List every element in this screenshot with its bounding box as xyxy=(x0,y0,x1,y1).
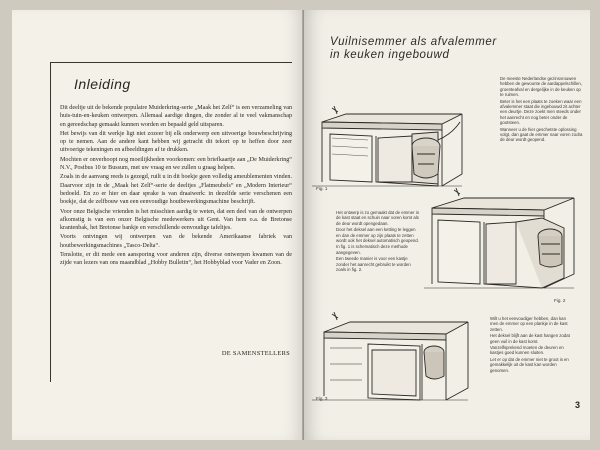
intro-paragraph-4: Zoals in de aanvang reeds is gezegd, ruilt u in dit boekje geen volledig ameublementen vinden. Daarvoor zijn in de „Maak het Zelf“-serie de deeltjes „Flatmeubels“ en „Modern Interieur“ bedoeld. En zo er hier en daar sprake is van draaiwerk: in dezelfde serie verschenen een boekje, dat de zelfbouw van een eenvoudige houtbewerkingsmachine beschrijft. xyxy=(60,174,292,206)
top-paragraph-2: Beter is het een plaats te zoeken waar een afvalemmer staat die ingebouwd zit achter een deurtje. Deze zoekt men steeds onder het aanrecht en nog beter onder de gootsteen. xyxy=(500,98,582,126)
intro-body xyxy=(60,104,292,269)
intro-paragraph-2: Het bewijs van dit werkje ligt niet zozeer bij elk onderwerp een uitvoerige bouwbeschrijving op te nemen. Aan de andere kant hebben wij getracht dit tekort op te heffen door zeer uitvoerige tekeningen en afbeeldingen af te drukken. xyxy=(60,130,292,154)
article-title xyxy=(330,36,497,62)
intro-paragraph-7: Tenslotte, er dit mede een aansporing voor anderen zijn, diverse ontwerpen kwamen van de zijde van lezers van ons maandblad „Hobby Bulletin“, het Hobbyblad voor Vader en Zoon. xyxy=(60,252,292,267)
article-text-middle xyxy=(336,210,420,273)
left-page xyxy=(12,10,304,440)
figure-3-illustration xyxy=(312,304,488,404)
bottom-paragraph-3: Vanzelfsprekend moeten de deuren en kastjes goed kunnen sluiten. xyxy=(490,345,564,356)
figure-2-label: Fig. 2 xyxy=(554,298,566,303)
middle-paragraph-2: Door het deksel aan een ketting te leggen en dan de emmer op zijn plaats te zetten wordt ook het deksel automatisch geopend. xyxy=(336,227,419,244)
bottom-paragraph-4: Let er op dat de emmer niet te groot is en gemakkelijk uit de kast kan worden genomen. xyxy=(490,356,569,373)
page-number: 3 xyxy=(574,400,580,410)
intro-paragraph-1: Dit deeltje uit de bekende populaire Muiderkring-serie „Maak het Zelf“ is een verzameling van huis-tuin-en-keuken ontwerpen. Allemaal aardige dingen, die zonder al te veel vakmanschap en gereedschap gemaakt kunnen worden en bepaald geld uitsparen. xyxy=(60,105,292,128)
figure-1-illustration xyxy=(312,94,496,194)
figure-1-label: Fig. 1 xyxy=(316,186,328,191)
figure-2-illustration xyxy=(424,188,584,296)
bottom-paragraph-1: Wilt u het eenvoudiger hebben, dan kan men de emmer op een plankje in de kast zetten. xyxy=(490,316,568,332)
article-title-line-2: in keuken ingebouwd xyxy=(330,49,450,61)
top-paragraph-1: De meeste Nederlandse gezinsvrouwen hebben de gewoonte de aardappelschillen, groenteafval en dergelijke in de keuken op te ruimen. xyxy=(500,76,582,98)
intro-paragraph-3: Mochten er onverhoopt nog moeilijkheden voorkomen: een briefkaartje aan „De Muiderkring“ N.V., Postbus 10 te Bussum, met uw vraag en we zullen u graag helpen. xyxy=(60,156,292,172)
book-spread xyxy=(12,10,590,440)
middle-paragraph-1: Het ontwerp is zo gemaakt dat de emmer in de kast staat en schuin naar voren komt als de deur wordt opengedaan. xyxy=(336,210,420,226)
article-text-top xyxy=(500,76,584,144)
middle-paragraph-4: Een tweede manier is voor een kastje zonder het aanrecht gebruikt te worden zoals in fig. 2. xyxy=(336,256,411,273)
intro-paragraph-6: Voorts ontvingen wij ontwerpen van de bekende Amerikaanse fabriek van houtbewerkingsmachines „Tasco-Delta“. xyxy=(60,234,292,249)
top-paragraph-3: Wanneer u de hier geschetste oplossing volgt, dan gaat de emmer naar voren zodra de deur wordt geopend. xyxy=(500,126,583,143)
right-page xyxy=(304,10,590,440)
bottom-paragraph-2: Het deksel blijft aan de kast hangen zodat geen vuil in de kast komt. xyxy=(490,333,570,344)
article-title-line-1: Vuilnisemmer als afvalemmer xyxy=(330,36,497,48)
intro-heading: Inleiding xyxy=(74,76,131,92)
article-text-bottom xyxy=(490,316,570,374)
middle-paragraph-3: In fig. 1 is schematisch deze methode aangegeven. xyxy=(336,244,408,255)
figure-3-label: Fig. 3 xyxy=(316,396,328,401)
intro-paragraph-5: Voor onze Belgische vrienden is het misschien aardig te weten, dat een deel van de ontwerpen afkomstig is van een onzer Belgische medewerkers uit Gent. Van hem o.a. de Bretonse krantenbak, het Bretonse bankje en verschillende eenvoudige tafeltjes. xyxy=(60,208,292,232)
signature: DE SAMENSTELLERS xyxy=(221,350,290,357)
